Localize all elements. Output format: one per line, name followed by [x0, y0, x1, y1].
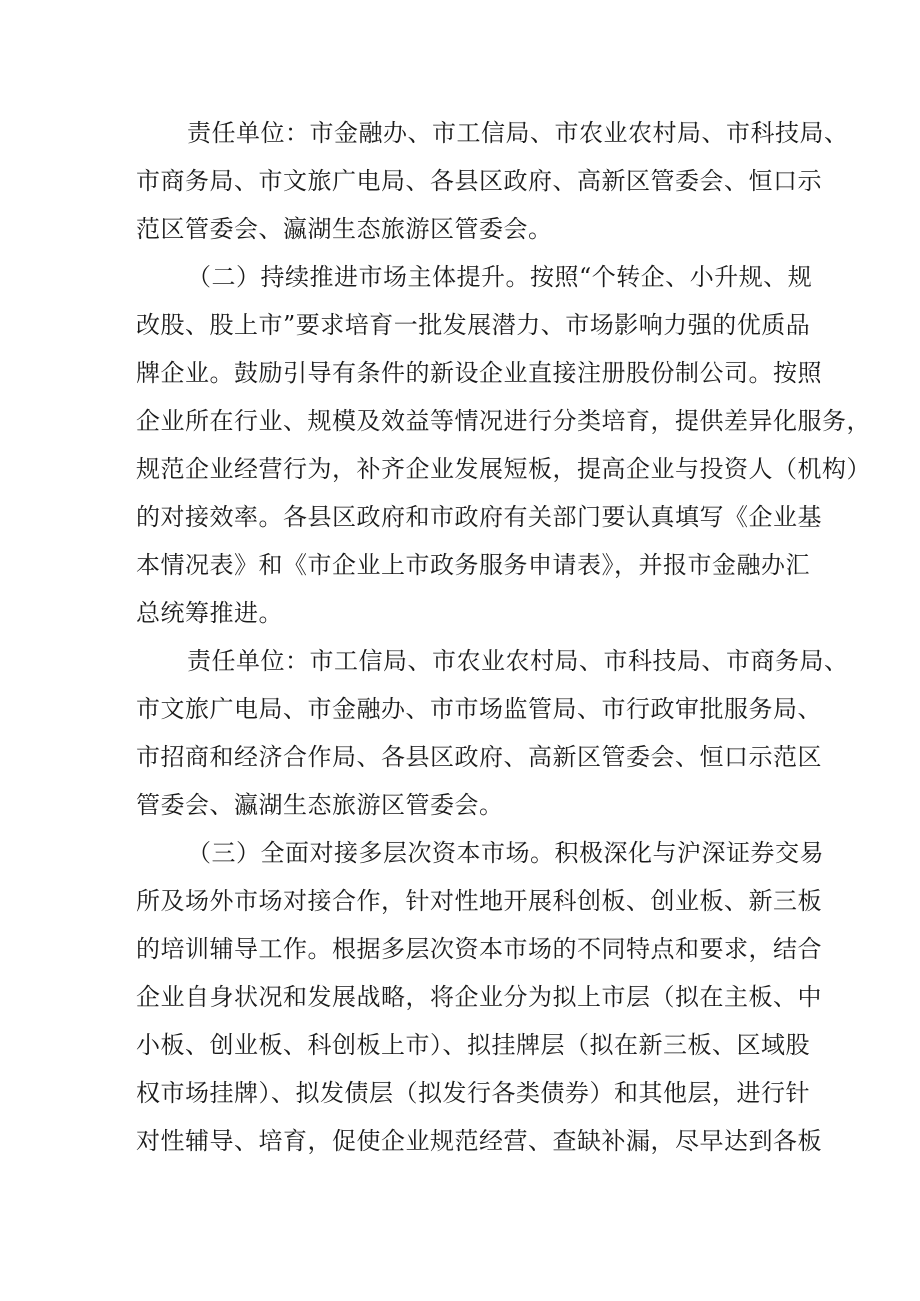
text-line: 对性辅导、培育，促使企业规范经营、查缺补漏，尽早达到各板	[136, 1127, 822, 1155]
section-heading-3: （三）全面对接多层次资本市场。积极深化与沪深证券交易	[187, 839, 824, 867]
text-line: 管委会、瀛湖生态旅游区管委会。	[136, 791, 504, 819]
text-line: 小板、创业板、科创板上市）、拟挂牌层（拟在新三板、区域股	[136, 1031, 810, 1059]
section-heading-2: （二）持续推进市场主体提升。按照“个转企、小升规、规	[187, 263, 813, 291]
text-line: 企业自身状况和发展战略，将企业分为拟上市层（拟在主板、中	[136, 983, 822, 1011]
text-line-responsible-units-1: 责任单位：市金融办、市工信局、市农业农村局、市科技局、	[187, 119, 849, 147]
text-line: 改股、股上市”要求培育一批发展潜力、市场影响力强的优质品	[136, 311, 811, 339]
text-line: 市商务局、市文旅广电局、各县区政府、高新区管委会、恒口示	[136, 167, 822, 195]
text-line: 权市场挂牌）、拟发债层（拟发行各类债券）和其他层，进行针	[136, 1079, 810, 1107]
text-line: 规范企业经营行为，补齐企业发展短板，提高企业与投资人（机构）	[136, 455, 871, 483]
text-line-responsible-units-2: 责任单位：市工信局、市农业农村局、市科技局、市商务局、	[187, 647, 849, 675]
text-line: 市招商和经济合作局、各县区政府、高新区管委会、恒口示范区	[136, 743, 822, 771]
text-line: 所及场外市场对接合作，针对性地开展科创板、创业板、新三板	[136, 887, 822, 915]
text-line: 总统筹推进。	[136, 599, 283, 627]
text-line: 的培训辅导工作。根据多层次资本市场的不同特点和要求，结合	[136, 935, 822, 963]
text-line: 市文旅广电局、市金融办、市市场监管局、市行政审批服务局、	[136, 695, 822, 723]
text-line: 本情况表》和《市企业上市政务服务申请表》，并报市金融办汇	[136, 551, 810, 579]
text-line: 牌企业。鼓励引导有条件的新设企业直接注册股份制公司。按照	[136, 359, 822, 387]
text-line: 范区管委会、瀛湖生态旅游区管委会。	[136, 215, 553, 243]
text-line: 企业所在行业、规模及效益等情况进行分类培育，提供差异化服务，	[136, 407, 871, 435]
text-line: 的对接效率。各县区政府和市政府有关部门要认真填写《企业基	[136, 503, 822, 531]
